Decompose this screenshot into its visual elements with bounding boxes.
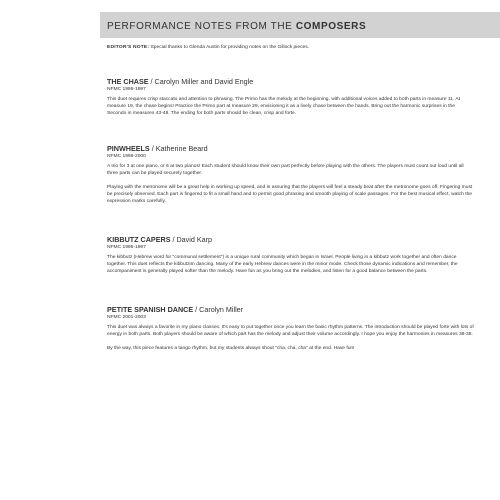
piece-composer: / Carolyn Miller and David Engle	[148, 77, 254, 86]
editors-note	[107, 44, 475, 51]
piece-kibbutz-capers	[107, 235, 475, 275]
editors-note-label: EDITOR'S NOTE:	[107, 45, 150, 50]
piece-title: PINWHEELS	[107, 144, 150, 153]
piece-paragraph: By the way, this piece features a tango rhythm, but my students always shout "cha, cha, cha" at the end. Have fun!	[107, 346, 355, 351]
piece-title: KIBBUTZ CAPERS	[107, 235, 171, 244]
piece-title: PETITE SPANISH DANCE	[107, 305, 194, 314]
page-title	[107, 21, 366, 32]
piece-paragraph: The kibbutz (Hebrew word for "communal settlement") is a unique rural community which began in Israel. People living in a kibbutz work together and often dance together. This duet reflects the kibbutzim dancing. Many of the early Hebrew dances were in the minor mode. Check those dynamic indications and remember, the accompaniment is generally played softer than the melody. Have fun as you bring out the melodies, and listen for a good balance between the parts.	[107, 255, 458, 274]
piece-level: NFMC 1995-1997	[107, 245, 146, 250]
piece-paragraph: A trio for 3 at one piano, or 6 at two pianos! Each student should know their own part perfectly before playing with the others. The players must count out loud until all three parts can be played securely together.	[107, 164, 464, 176]
piece-heading	[107, 144, 475, 153]
page-title-regular: PERFORMANCE NOTES FROM THE	[107, 21, 296, 32]
piece-paragraph: This duet requires crisp staccato and attention to phrasing. The Primo has the melody at the beginning, with additional voices added to both parts in measure 11. At measure 19, the chase begins! Practice the Primo part at measure 29, envisioning it as a lively chase between the hands. Bring out the harmonic surprises in the Secondo in measures 43-48. The ending for both parts should be clean, crisp and forte.	[107, 97, 460, 116]
piece-level: NFMC 2001-2003	[107, 315, 146, 320]
piece-heading	[107, 77, 475, 86]
piece-heading	[107, 305, 475, 314]
piece-level: NFMC 1995-1997	[107, 87, 146, 92]
piece-paragraph: This duet was always a favorite in my piano classes. It's easy to put together once you learn the basic rhythm patterns. The introduction should be played forte with lots of energy in both parts. Both players should be aware of which part has the melody and adjust their volume accordingly. I hope you enjoy the harmonies in measures 36-38.	[107, 325, 474, 337]
piece-the-chase	[107, 77, 475, 117]
page-content	[107, 44, 475, 352]
piece-composer: / Katherine Beard	[149, 144, 208, 153]
piece-composer: / Carolyn Miller	[193, 305, 244, 314]
page-title-bold: COMPOSERS	[295, 21, 367, 32]
piece-title: THE CHASE	[107, 77, 149, 86]
piece-petite-spanish-dance	[107, 305, 475, 352]
piece-level: NFMC 1998-2000	[107, 154, 146, 159]
piece-pinwheels	[107, 144, 475, 205]
piece-composer: / David Karp	[170, 235, 213, 244]
editors-note-text: Special thanks to Glenda Austin for providing notes on the Gillock pieces.	[149, 45, 310, 50]
piece-paragraph: Playing with the metronome will be a great help in working up speed, and in assuring that the players will feel a steady beat after the metronome goes off. Fingering must be precisely observed. Each part is fingered to fit a small hand and to permit good phrasing and smooth playing of scale passages. For the best musical effect, watch the expression marks carefully.	[107, 185, 473, 204]
piece-heading	[107, 235, 475, 244]
